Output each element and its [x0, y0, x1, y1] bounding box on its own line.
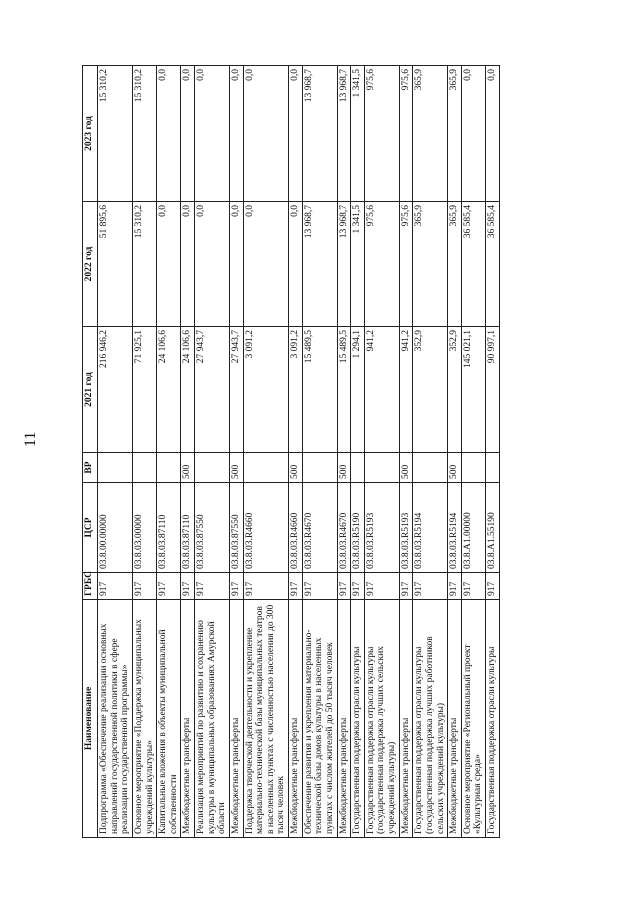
table-body — [98, 66, 500, 838]
cell-vr — [302, 453, 337, 483]
header-grbs: ГРБС — [83, 573, 98, 600]
cell-grbs: 917 — [157, 573, 181, 600]
cell-y2021: 352,9 — [448, 327, 462, 453]
cell-y2022: 365,9 — [413, 202, 448, 327]
table-row — [448, 66, 462, 838]
cell-vr: 500 — [181, 453, 195, 483]
cell-grbs: 917 — [461, 573, 485, 600]
header-name: Наименование — [83, 600, 98, 838]
cell-y2023: 13 968,7 — [337, 66, 351, 202]
header-2022: 2022 год — [83, 202, 98, 327]
cell-name: Межбюджетные трансферты — [448, 600, 462, 838]
cell-y2023: 0,0 — [157, 66, 181, 202]
cell-y2022: 0,0 — [243, 202, 289, 327]
table-row — [132, 66, 156, 838]
cell-name: Реализация мероприятий по развитию и сохранению культуры в муниципальных образованиях Амурской области — [195, 600, 230, 838]
cell-y2022: 0,0 — [157, 202, 181, 327]
cell-csr: 03.8.03.00000 — [132, 483, 156, 573]
table-row — [364, 66, 399, 838]
cell-csr: 03.8.03.R4670 — [337, 483, 351, 573]
cell-grbs: 917 — [486, 573, 500, 600]
cell-y2022: 0,0 — [229, 202, 243, 327]
cell-csr: 03.8.03.R4660 — [243, 483, 289, 573]
cell-y2021: 1 294,1 — [351, 327, 365, 453]
cell-grbs: 917 — [302, 573, 337, 600]
cell-y2023: 0,0 — [181, 66, 195, 202]
table-row — [181, 66, 195, 838]
cell-y2022: 13 968,7 — [337, 202, 351, 327]
cell-y2023: 1 341,5 — [351, 66, 365, 202]
cell-y2022: 0,0 — [195, 202, 230, 327]
cell-grbs: 917 — [132, 573, 156, 600]
rotated-table-container — [82, 66, 603, 838]
table-row — [413, 66, 448, 838]
cell-vr — [195, 453, 230, 483]
cell-name: Межбюджетные трансферты — [399, 600, 413, 838]
table-row — [337, 66, 351, 838]
cell-vr — [132, 453, 156, 483]
cell-y2023: 15 310,2 — [132, 66, 156, 202]
budget-table — [82, 65, 500, 838]
cell-csr: 03.8.03.87550 — [195, 483, 230, 573]
cell-y2021: 216 946,2 — [98, 327, 133, 453]
cell-csr: 03.8.A1.55190 — [486, 483, 500, 573]
cell-vr — [486, 453, 500, 483]
cell-name: Межбюджетные трансферты — [337, 600, 351, 838]
header-2021: 2021 год — [83, 327, 98, 453]
cell-grbs: 917 — [399, 573, 413, 600]
cell-vr: 500 — [229, 453, 243, 483]
cell-y2022: 975,6 — [364, 202, 399, 327]
cell-vr: 500 — [337, 453, 351, 483]
cell-y2023: 0,0 — [243, 66, 289, 202]
cell-name: Межбюджетные трансферты — [181, 600, 195, 838]
table-row — [243, 66, 289, 838]
cell-y2022: 1 341,5 — [351, 202, 365, 327]
table-row — [98, 66, 133, 838]
cell-csr: 03.8.03.R4670 — [302, 483, 337, 573]
cell-y2023: 0,0 — [229, 66, 243, 202]
cell-name: Поддержка творческой деятельности и укрепление материально-технической базы муниципальных театров в населенных пунктах с численностью населения до 300 тысяч человек — [243, 600, 289, 838]
cell-name: Капитальные вложения в объекты муниципальной собственности — [157, 600, 181, 838]
cell-csr: 03.8.03.R5194 — [448, 483, 462, 573]
cell-y2023: 15 310,2 — [98, 66, 133, 202]
cell-y2022: 975,6 — [399, 202, 413, 327]
cell-grbs: 917 — [351, 573, 365, 600]
cell-grbs: 917 — [195, 573, 230, 600]
cell-vr — [243, 453, 289, 483]
cell-y2021: 27 943,7 — [229, 327, 243, 453]
cell-y2021: 15 489,5 — [337, 327, 351, 453]
cell-y2022: 36 585,4 — [461, 202, 485, 327]
cell-y2022: 51 895,6 — [98, 202, 133, 327]
cell-y2023: 13 968,7 — [302, 66, 337, 202]
cell-y2021: 3 091,2 — [289, 327, 303, 453]
table-row — [195, 66, 230, 838]
cell-name: Межбюджетные трансферты — [229, 600, 243, 838]
table-header-row — [83, 66, 98, 838]
cell-vr — [98, 453, 133, 483]
header-vr: ВР — [83, 453, 98, 483]
cell-vr — [364, 453, 399, 483]
cell-vr — [351, 453, 365, 483]
cell-csr: 03.8.03.R5194 — [413, 483, 448, 573]
header-csr: ЦСР — [83, 483, 98, 573]
cell-vr: 500 — [289, 453, 303, 483]
cell-y2021: 145 021,1 — [461, 327, 485, 453]
cell-csr: 03.8.03.R5190 — [351, 483, 365, 573]
cell-name: Государственная поддержка отрасли культуры — [486, 600, 500, 838]
cell-y2021: 941,2 — [364, 327, 399, 453]
cell-csr: 03.8.03.87550 — [229, 483, 243, 573]
cell-csr: 03.8.03.R5193 — [364, 483, 399, 573]
table-row — [461, 66, 485, 838]
cell-grbs: 917 — [337, 573, 351, 600]
cell-vr: 500 — [448, 453, 462, 483]
cell-y2021: 352,9 — [413, 327, 448, 453]
cell-name: Подпрограмма «Обеспечение реализации основных направлений государственной политики в сфере реализации государственной программы» — [98, 600, 133, 838]
cell-y2023: 0,0 — [461, 66, 485, 202]
cell-y2021: 71 925,1 — [132, 327, 156, 453]
cell-grbs: 917 — [98, 573, 133, 600]
cell-grbs: 917 — [181, 573, 195, 600]
cell-grbs: 917 — [448, 573, 462, 600]
cell-vr — [157, 453, 181, 483]
cell-grbs: 917 — [243, 573, 289, 600]
cell-y2023: 0,0 — [195, 66, 230, 202]
cell-name: Основное мероприятие «Региональный проект «Культурная среда» — [461, 600, 485, 838]
table-row — [157, 66, 181, 838]
cell-grbs: 917 — [364, 573, 399, 600]
cell-y2021: 941,2 — [399, 327, 413, 453]
cell-y2023: 0,0 — [486, 66, 500, 202]
cell-vr — [413, 453, 448, 483]
cell-csr: 03.8.03.87110 — [157, 483, 181, 573]
cell-y2021: 24 106,6 — [157, 327, 181, 453]
table-row — [289, 66, 303, 838]
cell-y2021: 3 091,2 — [243, 327, 289, 453]
cell-name: Государственная поддержка отрасли культуры (государственная поддержка лучших работников сельских учреждений культуры) — [413, 600, 448, 838]
cell-grbs: 917 — [413, 573, 448, 600]
cell-csr: 03.8.A1.00000 — [461, 483, 485, 573]
cell-y2022: 0,0 — [289, 202, 303, 327]
cell-csr: 03.8.03.R5193 — [399, 483, 413, 573]
cell-vr — [461, 453, 485, 483]
table-row — [351, 66, 365, 838]
cell-y2022: 13 968,7 — [302, 202, 337, 327]
cell-name: Государственная поддержка отрасли культуры — [351, 600, 365, 838]
cell-y2022: 15 310,2 — [132, 202, 156, 327]
cell-csr: 03.8.00.00000 — [98, 483, 133, 573]
header-2023: 2023 год — [83, 66, 98, 202]
cell-vr: 500 — [399, 453, 413, 483]
cell-csr: 03.8.03.R4660 — [289, 483, 303, 573]
cell-y2021: 15 489,5 — [302, 327, 337, 453]
page-number: 11 — [22, 431, 39, 447]
cell-y2023: 365,9 — [448, 66, 462, 202]
table-row — [486, 66, 500, 838]
cell-y2023: 975,6 — [399, 66, 413, 202]
cell-y2021: 90 997,1 — [486, 327, 500, 453]
cell-y2023: 0,0 — [289, 66, 303, 202]
cell-y2022: 36 585,4 — [486, 202, 500, 327]
cell-name: Основное мероприятие «Поддержка муниципальных учреждений культуры» — [132, 600, 156, 838]
cell-name: Межбюджетные трансферты — [289, 600, 303, 838]
cell-y2021: 27 943,7 — [195, 327, 230, 453]
cell-name: Обеспечение развития и укрепления материально-технической базы домов культуры в населенных пунктах с числом жителей до 50 тысяч человек — [302, 600, 337, 838]
cell-y2022: 365,9 — [448, 202, 462, 327]
cell-name: Государственная поддержка отрасли культуры (государственная поддержка лучших сельских учреждений культуры) — [364, 600, 399, 838]
table-row — [229, 66, 243, 838]
cell-y2023: 365,9 — [413, 66, 448, 202]
cell-grbs: 917 — [289, 573, 303, 600]
cell-csr: 03.8.03.87110 — [181, 483, 195, 573]
cell-grbs: 917 — [229, 573, 243, 600]
cell-y2023: 975,6 — [364, 66, 399, 202]
table-row — [302, 66, 337, 838]
table-row — [399, 66, 413, 838]
cell-y2021: 24 106,6 — [181, 327, 195, 453]
cell-y2022: 0,0 — [181, 202, 195, 327]
